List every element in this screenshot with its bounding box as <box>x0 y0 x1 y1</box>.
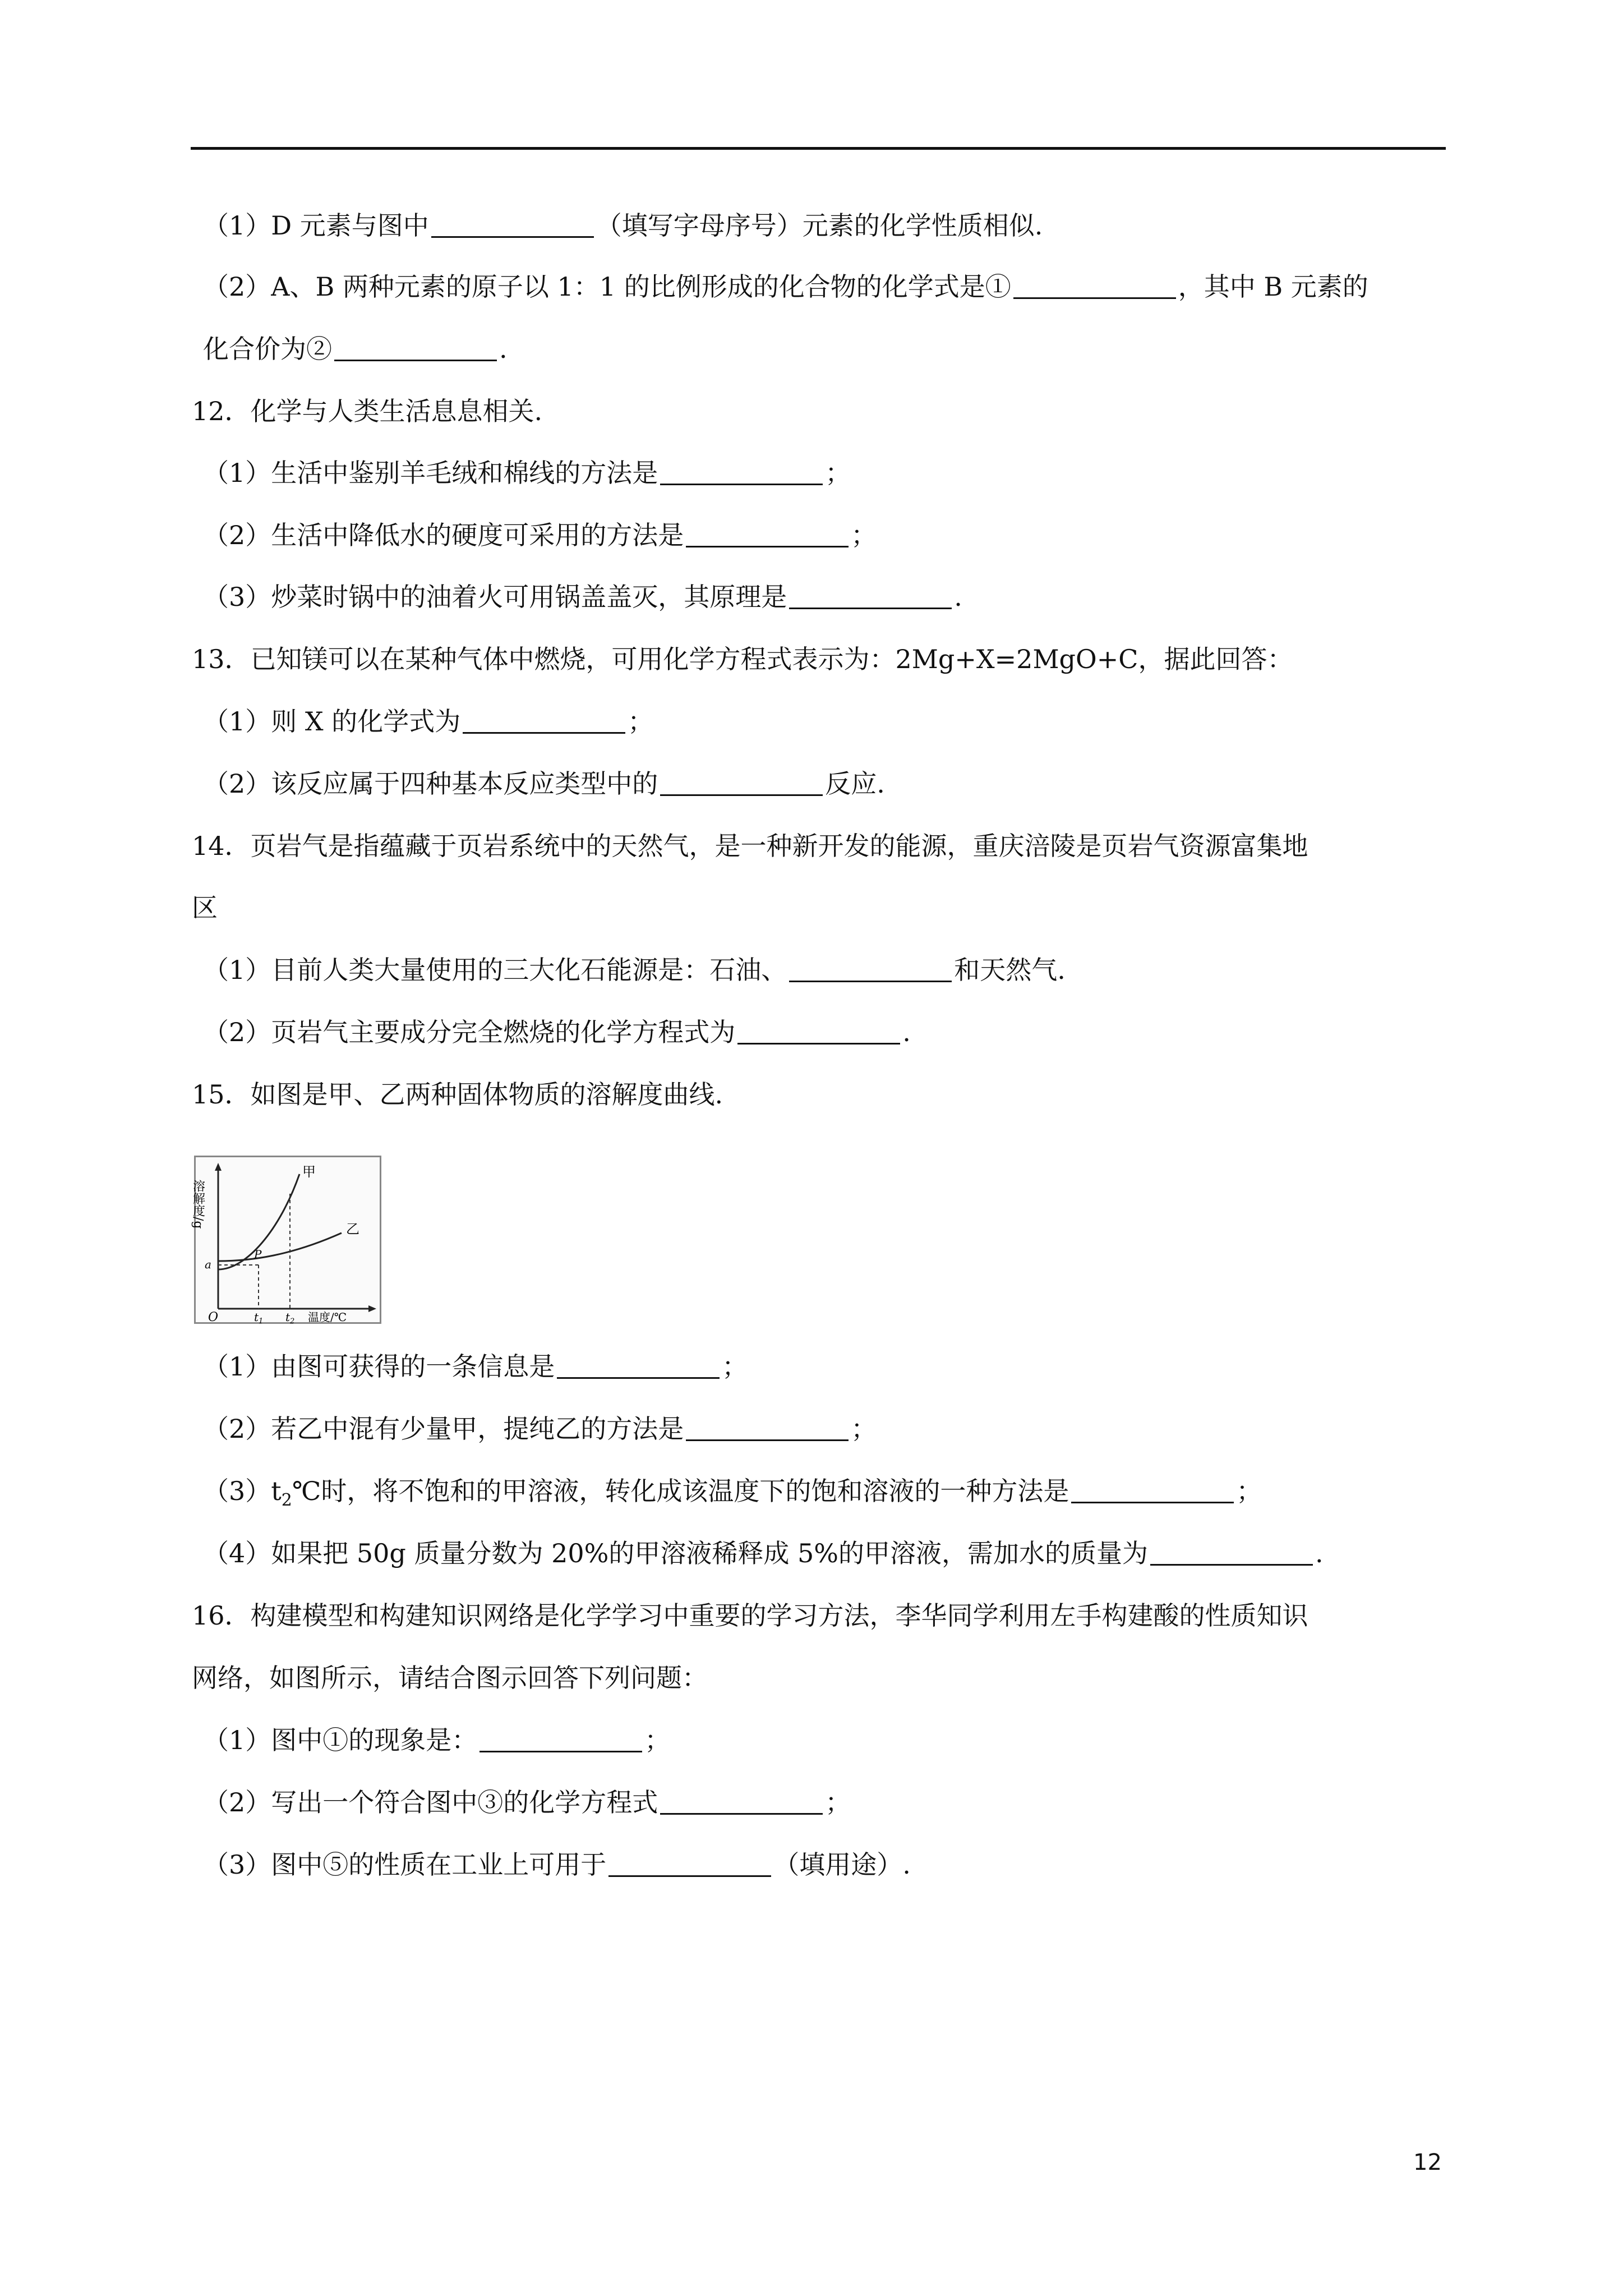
question-text: （1）图中①的现象是： <box>203 1725 478 1755</box>
question-text: . <box>499 334 508 364</box>
solubility-curve-figure <box>191 1156 381 1326</box>
question-text: ，其中 B 元素的 <box>1178 272 1368 302</box>
question-text: ； <box>628 706 654 737</box>
question-15-stem: 15．如图是甲、乙两种固体物质的溶解度曲线. <box>192 1079 723 1110</box>
t2-label: $t_2$ <box>285 1310 295 1326</box>
question-text: ； <box>851 520 877 550</box>
question-13-stem: 13．已知镁可以在某种气体中燃烧，可用化学方程式表示为：2Mg+X=2MgO+C，据此回答： <box>192 644 1293 674</box>
question-text: （2）该反应属于四种基本反应类型中的 <box>203 769 658 799</box>
question-12-stem: 12．化学与人类生活息息相关. <box>192 396 543 426</box>
question-14-stem-cont: 区 <box>192 892 218 923</box>
answer-blank[interactable] <box>334 335 497 361</box>
answer-blank[interactable] <box>431 211 594 238</box>
y-axis-arrow <box>215 1163 222 1171</box>
x-axis-arrow <box>368 1305 376 1312</box>
sub-question-line <box>203 1350 748 1383</box>
answer-blank[interactable] <box>1013 273 1176 299</box>
sub-question-line <box>203 518 877 552</box>
answer-blank[interactable] <box>737 1018 900 1045</box>
subscript-2: 2 <box>281 1490 292 1510</box>
sub-question-line <box>203 332 508 366</box>
question-text: 和天然气. <box>954 955 1066 985</box>
question-text: （1）D 元素与图中 <box>203 210 429 241</box>
x-axis-label: 温度/℃ <box>308 1310 347 1324</box>
answer-blank[interactable] <box>686 1415 849 1441</box>
question-text: 反应. <box>825 769 885 799</box>
answer-blank[interactable] <box>1071 1477 1234 1503</box>
answer-blank[interactable] <box>660 1788 823 1815</box>
question-text: （4）如果把 50g 质量分数为 20%的甲溶液稀释成 5%的甲溶液，需加水的质量为 <box>203 1538 1148 1568</box>
curve-yi <box>218 1233 342 1261</box>
answer-blank[interactable] <box>479 1726 642 1752</box>
question-text: ℃时，将不饱和的甲溶液，转化成该温度下的饱和溶液的一种方法是 <box>292 1476 1069 1506</box>
t1-label: $t_1$ <box>254 1310 264 1326</box>
question-16-stem: 16．构建模型和构建知识网络是化学学习中重要的学习方法，李华同学利用左手构建酸的性质知识 <box>192 1600 1308 1631</box>
question-text: ； <box>825 458 851 488</box>
question-text: （填写字母序号）元素的化学性质相似. <box>596 210 1043 241</box>
sub-question-line <box>203 209 1043 242</box>
question-text: （3）炒菜时锅中的油着火可用锅盖盖灭，其原理是 <box>203 582 787 612</box>
question-text: （2）页岩气主要成分完全燃烧的化学方程式为 <box>203 1017 736 1047</box>
question-text: 化合价为② <box>203 334 332 364</box>
header-rule <box>191 147 1446 150</box>
sub-question-line <box>203 580 962 614</box>
question-text: （2）若乙中混有少量甲，提纯乙的方法是 <box>203 1414 684 1444</box>
solubility-curve-svg <box>191 1157 380 1326</box>
question-text: . <box>954 582 962 612</box>
sub-question-line <box>203 1723 670 1757</box>
series-label-jia: 甲 <box>302 1164 316 1180</box>
sub-question-line <box>203 270 1368 303</box>
question-text: ； <box>722 1351 748 1382</box>
answer-blank[interactable] <box>1150 1539 1313 1566</box>
question-text: ； <box>644 1725 671 1755</box>
answer-blank[interactable] <box>557 1352 720 1379</box>
origin-label: O <box>208 1310 219 1324</box>
answer-blank[interactable] <box>789 956 952 982</box>
question-text: . <box>902 1017 911 1047</box>
sub-question-line <box>203 1536 1324 1570</box>
answer-blank[interactable] <box>660 459 823 485</box>
point-a-label: a <box>205 1258 211 1271</box>
question-text: （1）目前人类大量使用的三大化石能源是：石油、 <box>203 955 787 985</box>
sub-question-line <box>203 767 885 800</box>
answer-blank[interactable] <box>789 583 952 609</box>
question-text: （3）t <box>203 1476 282 1506</box>
sub-question-line <box>203 953 1066 987</box>
question-text: （2）写出一个符合图中③的化学方程式 <box>203 1787 658 1818</box>
answer-blank[interactable] <box>686 521 849 547</box>
answer-blank[interactable] <box>660 770 823 796</box>
question-text: （1）由图可获得的一条信息是 <box>203 1351 555 1382</box>
sub-question-line <box>203 705 653 738</box>
sub-question-line <box>203 1412 877 1446</box>
question-text: （1）则 X 的化学式为 <box>203 706 461 737</box>
question-text: （1）生活中鉴别羊毛绒和棉线的方法是 <box>203 458 658 488</box>
sub-question-line <box>203 1848 911 1881</box>
question-text: ； <box>851 1414 877 1444</box>
sub-question-line <box>203 1786 851 1819</box>
question-text: （3）图中⑤的性质在工业上可用于 <box>203 1849 607 1880</box>
answer-blank[interactable] <box>608 1851 771 1877</box>
question-text: ； <box>1236 1476 1262 1506</box>
question-text: . <box>1315 1538 1324 1568</box>
sub-question-line <box>203 456 851 490</box>
sub-question-line <box>203 1474 1262 1517</box>
answer-blank[interactable] <box>463 707 625 734</box>
question-text: （2）A、B 两种元素的原子以 1：1 的比例形成的化合物的化学式是① <box>203 272 1011 302</box>
question-16-stem-cont: 网络，如图所示，请结合图示回答下列问题： <box>192 1663 708 1693</box>
y-axis-label: 溶解度/g <box>191 1180 205 1229</box>
point-p-label: P <box>254 1248 262 1261</box>
question-text: ； <box>825 1787 851 1818</box>
page-number: 12 <box>1413 2150 1442 2175</box>
sub-question-line <box>203 1015 911 1049</box>
question-text: （2）生活中降低水的硬度可采用的方法是 <box>203 520 684 550</box>
series-label-yi: 乙 <box>346 1221 359 1237</box>
question-text: （填用途）. <box>773 1849 911 1880</box>
question-14-stem: 14．页岩气是指蕴藏于页岩系统中的天然气，是一种新开发的能源，重庆涪陵是页岩气资源富集地 <box>192 831 1308 861</box>
